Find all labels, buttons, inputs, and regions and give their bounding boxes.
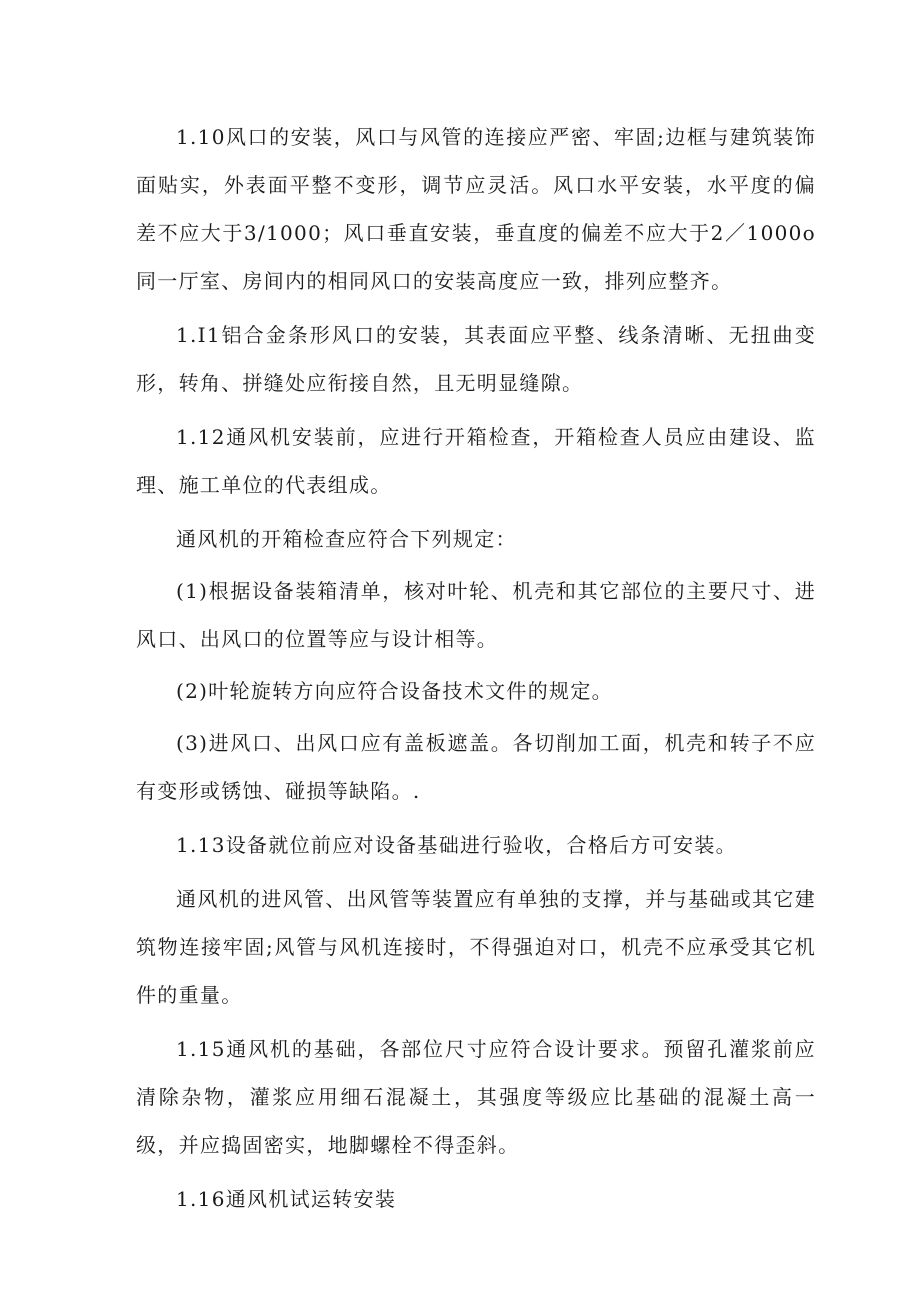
paragraph-rule-intro: 通风机的开箱检查应符合下列规定：: [176, 527, 517, 551]
paragraph-item-1: (1)根据设备装箱清单，核对叶轮、机壳和其它部位的主要尺寸、进风口、出风口的位置等应与设计相等。: [136, 579, 816, 651]
paragraph-1-10: 1.10风口的安装，风口与风管的连接应严密、牢固;边框与建筑装饰面贴实，外表面平整不变形，调节应灵活。风口水平安装，水平度的偏差不应大于3/1000；风口垂直安装，垂直度的偏差不应大于2／1000o同一厅室、房间内的相同风口的安装高度应一致，排列应整齐。: [136, 125, 816, 293]
paragraph-1-13: 1.13设备就位前应对设备基础进行验收，合格后方可安装。: [176, 833, 737, 857]
paragraph-1-11: 1.I1铝合金条形风口的安装，其表面应平整、线条清晰、无扭曲变形，转角、拼缝处应衔接自然，且无明显缝隙。: [136, 323, 816, 395]
document-body: [136, 113, 816, 1229]
paragraph-1-12: 1.12通风机安装前，应进行开箱检查，开箱检查人员应由建设、监理、施工单位的代表组成。: [136, 425, 816, 497]
paragraph-support: 通风机的进风管、出风管等装置应有单独的支撑，并与基础或其它建筑物连接牢固;风管与风机连接时，不得强迫对口，机壳不应承受其它机件的重量。: [136, 887, 816, 1007]
paragraph-item-2: (2)叶轮旋转方向应符合设备技术文件的规定。: [176, 679, 613, 703]
paragraph-1-15: 1.15通风机的基础，各部位尺寸应符合设计要求。预留孔灌浆前应清除杂物，灌浆应用细石混凝土，其强度等级应比基础的混凝土高一级，并应捣固密实，地脚螺栓不得歪斜。: [136, 1037, 816, 1157]
paragraph-item-3: (3)进风口、出风口应有盖板遮盖。各切削加工面，机壳和转子不应有变形或锈蚀、碰损等缺陷。.: [136, 731, 816, 803]
paragraph-1-16: 1.16通风机试运转安装: [176, 1187, 397, 1211]
